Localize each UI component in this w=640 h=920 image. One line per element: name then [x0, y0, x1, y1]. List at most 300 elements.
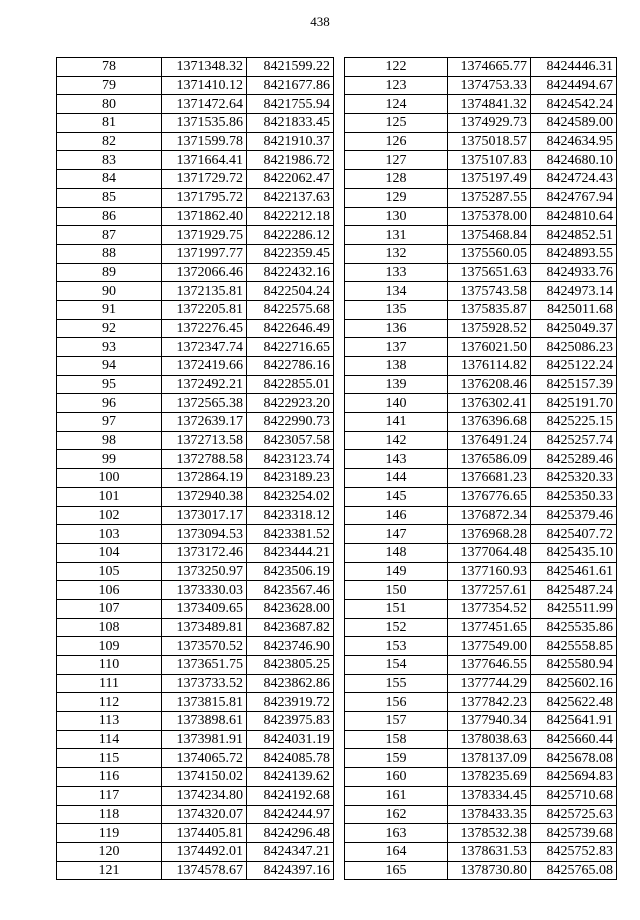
y-coordinate-cell: 8425511.99: [531, 599, 617, 618]
x-coordinate-cell: 1376208.46: [448, 375, 531, 394]
table-row: [345, 599, 617, 618]
x-coordinate-cell: 1373733.52: [162, 674, 247, 693]
point-number-cell: 107: [57, 599, 162, 618]
x-coordinate-cell: 1373250.97: [162, 562, 247, 581]
point-number-cell: 131: [345, 226, 448, 245]
y-coordinate-cell: 8425710.68: [531, 786, 617, 805]
table-row: [57, 562, 334, 581]
y-coordinate-cell: 8424085.78: [247, 749, 334, 768]
y-coordinate-cell: 8423254.02: [247, 487, 334, 506]
y-coordinate-cell: 8424973.14: [531, 282, 617, 301]
y-coordinate-cell: 8423975.83: [247, 712, 334, 731]
y-coordinate-cell: 8425641.91: [531, 712, 617, 731]
x-coordinate-cell: 1371929.75: [162, 226, 247, 245]
point-number-cell: 145: [345, 487, 448, 506]
y-coordinate-cell: 8422137.63: [247, 188, 334, 207]
x-coordinate-cell: 1373172.46: [162, 543, 247, 562]
x-coordinate-cell: 1372347.74: [162, 338, 247, 357]
y-coordinate-cell: 8425535.86: [531, 618, 617, 637]
table-row: [57, 487, 334, 506]
y-coordinate-cell: 8422575.68: [247, 300, 334, 319]
table-row: [345, 375, 617, 394]
x-coordinate-cell: 1371795.72: [162, 188, 247, 207]
y-coordinate-cell: 8422212.18: [247, 207, 334, 226]
point-number-cell: 147: [345, 525, 448, 544]
x-coordinate-cell: 1372864.19: [162, 469, 247, 488]
y-coordinate-cell: 8425011.68: [531, 300, 617, 319]
point-number-cell: 85: [57, 188, 162, 207]
point-number-cell: 138: [345, 357, 448, 376]
table-row: [345, 431, 617, 450]
x-coordinate-cell: 1373815.81: [162, 693, 247, 712]
point-number-cell: 162: [345, 805, 448, 824]
x-coordinate-cell: 1376021.50: [448, 338, 531, 357]
x-coordinate-cell: 1378433.35: [448, 805, 531, 824]
point-number-cell: 99: [57, 450, 162, 469]
table-row: [57, 599, 334, 618]
table-row: [345, 656, 617, 675]
x-coordinate-cell: 1376302.41: [448, 394, 531, 413]
y-coordinate-cell: 8425765.08: [531, 861, 617, 880]
y-coordinate-cell: 8424139.62: [247, 768, 334, 787]
table-row: [345, 151, 617, 170]
x-coordinate-cell: 1376396.68: [448, 413, 531, 432]
x-coordinate-cell: 1374320.07: [162, 805, 247, 824]
y-coordinate-cell: 8424347.21: [247, 842, 334, 861]
point-number-cell: 158: [345, 730, 448, 749]
point-number-cell: 164: [345, 842, 448, 861]
point-number-cell: 159: [345, 749, 448, 768]
y-coordinate-cell: 8423628.00: [247, 599, 334, 618]
table-row: [57, 357, 334, 376]
point-number-cell: 83: [57, 151, 162, 170]
point-number-cell: 114: [57, 730, 162, 749]
point-number-cell: 80: [57, 95, 162, 114]
x-coordinate-cell: 1378532.38: [448, 824, 531, 843]
x-coordinate-cell: 1372276.45: [162, 319, 247, 338]
x-coordinate-cell: 1372788.58: [162, 450, 247, 469]
table-row: [345, 543, 617, 562]
x-coordinate-cell: 1373094.53: [162, 525, 247, 544]
y-coordinate-cell: 8424244.97: [247, 805, 334, 824]
point-number-cell: 123: [345, 76, 448, 95]
table-row: [345, 338, 617, 357]
table-row: [57, 58, 334, 77]
y-coordinate-cell: 8424724.43: [531, 170, 617, 189]
y-coordinate-cell: 8423189.23: [247, 469, 334, 488]
point-number-cell: 89: [57, 263, 162, 282]
table-row: [57, 244, 334, 263]
point-number-cell: 120: [57, 842, 162, 861]
table-row: [57, 525, 334, 544]
coordinate-table-right: [344, 57, 617, 880]
y-coordinate-cell: 8424494.67: [531, 76, 617, 95]
y-coordinate-cell: 8422923.20: [247, 394, 334, 413]
point-number-cell: 154: [345, 656, 448, 675]
x-coordinate-cell: 1375287.55: [448, 188, 531, 207]
point-number-cell: 152: [345, 618, 448, 637]
x-coordinate-cell: 1378235.69: [448, 768, 531, 787]
x-coordinate-cell: 1374234.80: [162, 786, 247, 805]
table-row: [345, 282, 617, 301]
x-coordinate-cell: 1371664.41: [162, 151, 247, 170]
x-coordinate-cell: 1378631.53: [448, 842, 531, 861]
point-number-cell: 141: [345, 413, 448, 432]
table-row: [57, 768, 334, 787]
x-coordinate-cell: 1373981.91: [162, 730, 247, 749]
y-coordinate-cell: 8424680.10: [531, 151, 617, 170]
table-row: [345, 824, 617, 843]
point-number-cell: 84: [57, 170, 162, 189]
y-coordinate-cell: 8421910.37: [247, 132, 334, 151]
x-coordinate-cell: 1371729.72: [162, 170, 247, 189]
point-number-cell: 88: [57, 244, 162, 263]
y-coordinate-cell: 8425461.61: [531, 562, 617, 581]
y-coordinate-cell: 8423919.72: [247, 693, 334, 712]
table-row: [345, 581, 617, 600]
x-coordinate-cell: 1378334.45: [448, 786, 531, 805]
point-number-cell: 111: [57, 674, 162, 693]
point-number-cell: 102: [57, 506, 162, 525]
x-coordinate-cell: 1371997.77: [162, 244, 247, 263]
x-coordinate-cell: 1373570.52: [162, 637, 247, 656]
table-row: [345, 319, 617, 338]
y-coordinate-cell: 8423381.52: [247, 525, 334, 544]
table-row: [345, 207, 617, 226]
table-row: [57, 226, 334, 245]
table-row: [345, 226, 617, 245]
x-coordinate-cell: 1374929.73: [448, 114, 531, 133]
point-number-cell: 124: [345, 95, 448, 114]
x-coordinate-cell: 1377646.55: [448, 656, 531, 675]
point-number-cell: 82: [57, 132, 162, 151]
table-row: [57, 282, 334, 301]
point-number-cell: 103: [57, 525, 162, 544]
x-coordinate-cell: 1372713.58: [162, 431, 247, 450]
x-coordinate-cell: 1374841.32: [448, 95, 531, 114]
x-coordinate-cell: 1372940.38: [162, 487, 247, 506]
x-coordinate-cell: 1374665.77: [448, 58, 531, 77]
point-number-cell: 93: [57, 338, 162, 357]
point-number-cell: 122: [345, 58, 448, 77]
y-coordinate-cell: 8425602.16: [531, 674, 617, 693]
point-number-cell: 128: [345, 170, 448, 189]
table-row: [345, 76, 617, 95]
coordinate-table-left: [56, 57, 334, 880]
table-row: [57, 151, 334, 170]
point-number-cell: 142: [345, 431, 448, 450]
point-number-cell: 136: [345, 319, 448, 338]
point-number-cell: 134: [345, 282, 448, 301]
table-row: [57, 114, 334, 133]
y-coordinate-cell: 8425660.44: [531, 730, 617, 749]
y-coordinate-cell: 8423506.19: [247, 562, 334, 581]
y-coordinate-cell: 8425752.83: [531, 842, 617, 861]
x-coordinate-cell: 1373651.75: [162, 656, 247, 675]
x-coordinate-cell: 1372066.46: [162, 263, 247, 282]
point-number-cell: 106: [57, 581, 162, 600]
point-number-cell: 86: [57, 207, 162, 226]
point-number-cell: 81: [57, 114, 162, 133]
y-coordinate-cell: 8425407.72: [531, 525, 617, 544]
y-coordinate-cell: 8421833.45: [247, 114, 334, 133]
table-row: [345, 842, 617, 861]
y-coordinate-cell: 8423805.25: [247, 656, 334, 675]
y-coordinate-cell: 8425191.70: [531, 394, 617, 413]
point-number-cell: 105: [57, 562, 162, 581]
table-row: [57, 413, 334, 432]
x-coordinate-cell: 1374492.01: [162, 842, 247, 861]
y-coordinate-cell: 8424767.94: [531, 188, 617, 207]
point-number-cell: 143: [345, 450, 448, 469]
point-number-cell: 129: [345, 188, 448, 207]
table-row: [345, 58, 617, 77]
y-coordinate-cell: 8425049.37: [531, 319, 617, 338]
y-coordinate-cell: 8425622.48: [531, 693, 617, 712]
y-coordinate-cell: 8423746.90: [247, 637, 334, 656]
y-coordinate-cell: 8422646.49: [247, 319, 334, 338]
y-coordinate-cell: 8423687.82: [247, 618, 334, 637]
point-number-cell: 135: [345, 300, 448, 319]
x-coordinate-cell: 1375018.57: [448, 132, 531, 151]
table-row: [345, 805, 617, 824]
table-row: [345, 263, 617, 282]
table-row: [345, 413, 617, 432]
table-row: [345, 469, 617, 488]
table-row: [345, 132, 617, 151]
x-coordinate-cell: 1375468.84: [448, 226, 531, 245]
y-coordinate-cell: 8424933.76: [531, 263, 617, 282]
x-coordinate-cell: 1375651.63: [448, 263, 531, 282]
point-number-cell: 150: [345, 581, 448, 600]
x-coordinate-cell: 1375835.87: [448, 300, 531, 319]
table-row: [57, 861, 334, 880]
point-number-cell: 160: [345, 768, 448, 787]
y-coordinate-cell: 8422786.16: [247, 357, 334, 376]
table-row: [57, 730, 334, 749]
x-coordinate-cell: 1373409.65: [162, 599, 247, 618]
y-coordinate-cell: 8425435.10: [531, 543, 617, 562]
point-number-cell: 108: [57, 618, 162, 637]
table-row: [345, 188, 617, 207]
table-row: [345, 357, 617, 376]
table-row: [345, 637, 617, 656]
x-coordinate-cell: 1377549.00: [448, 637, 531, 656]
x-coordinate-cell: 1371472.64: [162, 95, 247, 114]
table-row: [57, 693, 334, 712]
y-coordinate-cell: 8425320.33: [531, 469, 617, 488]
y-coordinate-cell: 8423862.86: [247, 674, 334, 693]
point-number-cell: 151: [345, 599, 448, 618]
table-row: [57, 637, 334, 656]
y-coordinate-cell: 8421755.94: [247, 95, 334, 114]
y-coordinate-cell: 8422359.45: [247, 244, 334, 263]
x-coordinate-cell: 1375928.52: [448, 319, 531, 338]
table-row: [57, 712, 334, 731]
y-coordinate-cell: 8424296.48: [247, 824, 334, 843]
point-number-cell: 139: [345, 375, 448, 394]
table-row: [345, 300, 617, 319]
y-coordinate-cell: 8423567.46: [247, 581, 334, 600]
y-coordinate-cell: 8425558.85: [531, 637, 617, 656]
x-coordinate-cell: 1377842.23: [448, 693, 531, 712]
x-coordinate-cell: 1376586.09: [448, 450, 531, 469]
point-number-cell: 112: [57, 693, 162, 712]
page-number: 438: [310, 14, 330, 29]
point-number-cell: 130: [345, 207, 448, 226]
table-row: [345, 562, 617, 581]
point-number-cell: 98: [57, 431, 162, 450]
table-row: [57, 469, 334, 488]
x-coordinate-cell: 1372419.66: [162, 357, 247, 376]
table-row: [345, 170, 617, 189]
x-coordinate-cell: 1374150.02: [162, 768, 247, 787]
y-coordinate-cell: 8422432.16: [247, 263, 334, 282]
table-row: [57, 618, 334, 637]
y-coordinate-cell: 8425225.15: [531, 413, 617, 432]
table-row: [345, 506, 617, 525]
y-coordinate-cell: 8425257.74: [531, 431, 617, 450]
point-number-cell: 118: [57, 805, 162, 824]
table-row: [57, 581, 334, 600]
point-number-cell: 144: [345, 469, 448, 488]
x-coordinate-cell: 1378137.09: [448, 749, 531, 768]
table-row: [57, 170, 334, 189]
point-number-cell: 101: [57, 487, 162, 506]
point-number-cell: 78: [57, 58, 162, 77]
point-number-cell: 119: [57, 824, 162, 843]
table-row: [345, 525, 617, 544]
table-row: [345, 487, 617, 506]
table-row: [345, 244, 617, 263]
point-number-cell: 87: [57, 226, 162, 245]
y-coordinate-cell: 8425739.68: [531, 824, 617, 843]
x-coordinate-cell: 1372205.81: [162, 300, 247, 319]
y-coordinate-cell: 8424192.68: [247, 786, 334, 805]
y-coordinate-cell: 8424542.24: [531, 95, 617, 114]
x-coordinate-cell: 1377940.34: [448, 712, 531, 731]
x-coordinate-cell: 1373330.03: [162, 581, 247, 600]
y-coordinate-cell: 8422990.73: [247, 413, 334, 432]
point-number-cell: 140: [345, 394, 448, 413]
x-coordinate-cell: 1372135.81: [162, 282, 247, 301]
point-number-cell: 121: [57, 861, 162, 880]
table-row: [345, 712, 617, 731]
x-coordinate-cell: 1377354.52: [448, 599, 531, 618]
y-coordinate-cell: 8424893.55: [531, 244, 617, 263]
table-row: [57, 375, 334, 394]
table-row: [345, 674, 617, 693]
y-coordinate-cell: 8425350.33: [531, 487, 617, 506]
x-coordinate-cell: 1371535.86: [162, 114, 247, 133]
point-number-cell: 95: [57, 375, 162, 394]
table-row: [345, 768, 617, 787]
table-row: [345, 394, 617, 413]
y-coordinate-cell: 8424810.64: [531, 207, 617, 226]
table-row: [345, 730, 617, 749]
table-row: [57, 824, 334, 843]
table-row: [57, 394, 334, 413]
x-coordinate-cell: 1374753.33: [448, 76, 531, 95]
x-coordinate-cell: 1371410.12: [162, 76, 247, 95]
y-coordinate-cell: 8425289.46: [531, 450, 617, 469]
y-coordinate-cell: 8424852.51: [531, 226, 617, 245]
point-number-cell: 117: [57, 786, 162, 805]
table-row: [345, 450, 617, 469]
table-row: [57, 207, 334, 226]
y-coordinate-cell: 8421986.72: [247, 151, 334, 170]
table-row: [57, 842, 334, 861]
point-number-cell: 100: [57, 469, 162, 488]
table-row: [345, 786, 617, 805]
y-coordinate-cell: 8425678.08: [531, 749, 617, 768]
x-coordinate-cell: 1377451.65: [448, 618, 531, 637]
point-number-cell: 125: [345, 114, 448, 133]
y-coordinate-cell: 8425122.24: [531, 357, 617, 376]
point-number-cell: 149: [345, 562, 448, 581]
x-coordinate-cell: 1372639.17: [162, 413, 247, 432]
point-number-cell: 148: [345, 543, 448, 562]
point-number-cell: 155: [345, 674, 448, 693]
point-number-cell: 165: [345, 861, 448, 880]
x-coordinate-cell: 1375107.83: [448, 151, 531, 170]
x-coordinate-cell: 1374578.67: [162, 861, 247, 880]
x-coordinate-cell: 1376872.34: [448, 506, 531, 525]
y-coordinate-cell: 8424031.19: [247, 730, 334, 749]
table-row: [57, 188, 334, 207]
table-row: [57, 450, 334, 469]
point-number-cell: 133: [345, 263, 448, 282]
table-row: [345, 618, 617, 637]
y-coordinate-cell: 8422062.47: [247, 170, 334, 189]
y-coordinate-cell: 8424589.00: [531, 114, 617, 133]
point-number-cell: 153: [345, 637, 448, 656]
point-number-cell: 109: [57, 637, 162, 656]
table-row: [345, 749, 617, 768]
point-number-cell: 90: [57, 282, 162, 301]
table-row: [57, 263, 334, 282]
y-coordinate-cell: 8425580.94: [531, 656, 617, 675]
table-row: [57, 95, 334, 114]
y-coordinate-cell: 8425487.24: [531, 581, 617, 600]
table-row: [57, 749, 334, 768]
x-coordinate-cell: 1377744.29: [448, 674, 531, 693]
x-coordinate-cell: 1377160.93: [448, 562, 531, 581]
y-coordinate-cell: 8423057.58: [247, 431, 334, 450]
point-number-cell: 96: [57, 394, 162, 413]
point-number-cell: 137: [345, 338, 448, 357]
x-coordinate-cell: 1376681.23: [448, 469, 531, 488]
x-coordinate-cell: 1375197.49: [448, 170, 531, 189]
y-coordinate-cell: 8424397.16: [247, 861, 334, 880]
x-coordinate-cell: 1378038.63: [448, 730, 531, 749]
table-row: [57, 543, 334, 562]
point-number-cell: 97: [57, 413, 162, 432]
table-row: [57, 319, 334, 338]
table-row: [345, 693, 617, 712]
x-coordinate-cell: 1376968.28: [448, 525, 531, 544]
table-row: [345, 861, 617, 880]
y-coordinate-cell: 8425157.39: [531, 375, 617, 394]
point-number-cell: 91: [57, 300, 162, 319]
table-row: [57, 674, 334, 693]
y-coordinate-cell: 8424446.31: [531, 58, 617, 77]
x-coordinate-cell: 1373489.81: [162, 618, 247, 637]
y-coordinate-cell: 8421599.22: [247, 58, 334, 77]
x-coordinate-cell: 1375560.05: [448, 244, 531, 263]
table-row: [57, 786, 334, 805]
y-coordinate-cell: 8422286.12: [247, 226, 334, 245]
